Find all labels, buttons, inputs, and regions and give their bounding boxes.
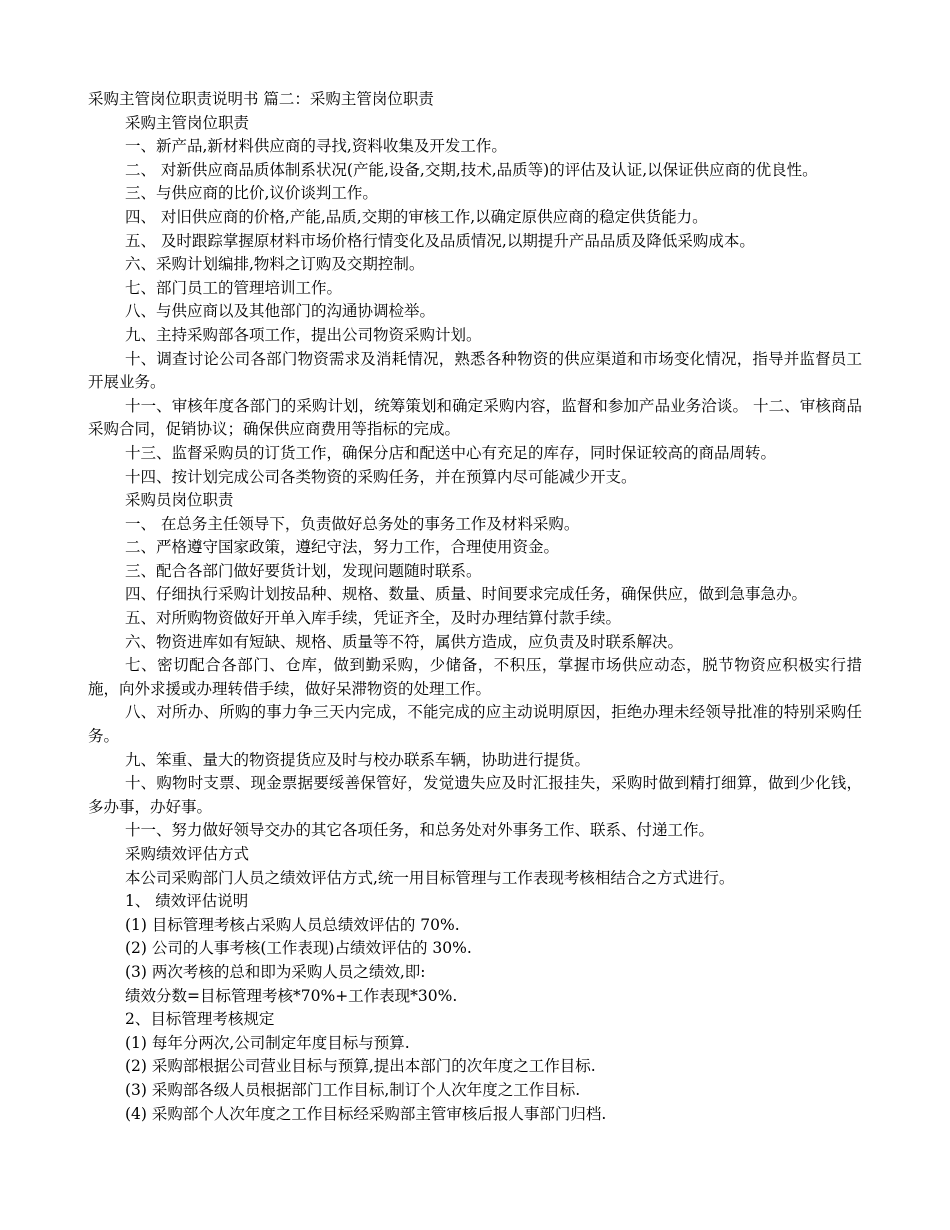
document-paragraph: 十、调查讨论公司各部门物资需求及消耗情况，熟悉各种物资的供应渠道和市场变化情况，指导并监督员工开展业务。 [88, 349, 862, 392]
document-paragraph: 九、笨重、量大的物资提货应及时与校办联系车辆，协助进行提货。 [125, 750, 591, 769]
document-body [88, 112, 862, 1127]
document-paragraph: 四、仔细执行采购计划按品种、规格、数量、质量、时间要求完成任务，确保供应，做到急事急办。 [125, 585, 808, 604]
document-paragraph: (3) 两次考核的总和即为采购人员之绩效,即: [125, 962, 426, 981]
document-paragraph: 六、物资进库如有短缺、规格、质量等不符，属供方造成，应负责及时联系解决。 [125, 632, 684, 651]
document-paragraph: (2) 公司的人事考核(工作表现)占绩效评估的 30%. [125, 939, 472, 958]
document-paragraph: 五、 及时跟踪掌握原材料市场价格行情变化及品质情况,以期提升产品品质及降低采购成本。 [125, 231, 755, 250]
document-paragraph: 一、 在总务主任领导下，负责做好总务处的事务工作及材料采购。 [125, 514, 580, 533]
document-paragraph: 十一、审核年度各部门的采购计划，统筹策划和确定采购内容，监督和参加产品业务洽谈。 十二、审核商品采购合同，促销协议；确保供应商费用等指标的完成。 [88, 396, 862, 439]
document-paragraph: 一、新产品,新材料供应商的寻找,资料收集及开发工作。 [125, 137, 507, 156]
document-paragraph: 三、与供应商的比价,议价谈判工作。 [125, 184, 378, 203]
document-paragraph: 六、采购计划编排,物料之订购及交期控制。 [125, 255, 425, 274]
document-paragraph: 二、 对新供应商品质体制系状况(产能,设备,交期,技术,品质等)的评估及认证,以保证供应商的优良性。 [125, 160, 818, 179]
document-paragraph: 2、目标管理考核规定 [125, 1010, 275, 1029]
document-paragraph: (1) 目标管理考核占采购人员总绩效评估的 70%. [125, 915, 460, 934]
document-paragraph: 七、密切配合各部门、仓库，做到勤采购，少储备，不积压，掌握市场供应动态，脱节物资应积极实行措施，向外求援或办理转借手续，做好呆滞物资的处理工作。 [88, 656, 862, 698]
document-heading: 采购主管岗位职责说明书 篇二：采购主管岗位职责 [88, 90, 434, 108]
document-paragraph: 本公司采购部门人员之绩效评估方式,统一用目标管理与工作表现考核相结合之方式进行。 [125, 868, 735, 887]
document-paragraph: 二、严格遵守国家政策，遵纪守法，努力工作，合理使用资金。 [125, 538, 560, 557]
document-paragraph: 绩效分数=目标管理考核*70%+工作表现*30%. [125, 986, 458, 1005]
document-paragraph: 三、配合各部门做好要货计划，发现问题随时联系。 [125, 561, 482, 580]
document-paragraph: 十、购物时支票、现金票据要绥善保管好，发觉遗失应及时汇报挂失，采购时做到精打细算，做到少化钱，多办事，办好事。 [88, 774, 862, 816]
document-paragraph: 八、对所办、所购的事力争三天内完成，不能完成的应主动说明原因，拒绝办理未经领导批准的特别采购任务。 [88, 703, 862, 746]
document-paragraph: 五、对所购物资做好开单入库手续，凭证齐全，及时办理结算付款手续。 [125, 609, 622, 628]
document-paragraph: (4) 采购部个人次年度之工作目标经采购部主管审核后报人事部门归档. [125, 1104, 607, 1123]
document-paragraph: 1、 绩效评估说明 [125, 892, 249, 911]
document-paragraph: (1) 每年分两次,公司制定年度目标与预算. [125, 1033, 410, 1052]
document-paragraph: 采购员岗位职责 [125, 491, 234, 510]
document-paragraph: 采购主管岗位职责 [125, 113, 250, 132]
document-paragraph: 十四、按计划完成公司各类物资的采购任务，并在预算内尽可能减少开支。 [125, 467, 637, 486]
document-paragraph: (2) 采购部根据公司营业目标与预算,提出本部门的次年度之工作目标. [125, 1057, 596, 1076]
document-paragraph: 八、与供应商以及其他部门的沟通协调检举。 [125, 302, 436, 321]
document-paragraph: 九、主持采购部各项工作，提出公司物资采购计划。 [125, 325, 482, 344]
document-paragraph: (3) 采购部各级人员根据部门工作目标,制订个人次年度之工作目标. [125, 1080, 581, 1099]
document-paragraph: 十一、努力做好领导交办的其它各项任务，和总务处对外事务工作、联系、付递工作。 [125, 821, 715, 840]
document-paragraph: 四、 对旧供应商的价格,产能,品质,交期的审核工作,以确定原供应商的稳定供货能力。 [125, 207, 708, 226]
document-paragraph: 采购绩效评估方式 [125, 845, 250, 863]
document-paragraph: 十三、监督采购员的订货工作，确保分店和配送中心有充足的库存，同时保证较高的商品周转。 [125, 443, 777, 462]
document-paragraph: 七、部门员工的管理培训工作。 [125, 278, 343, 297]
